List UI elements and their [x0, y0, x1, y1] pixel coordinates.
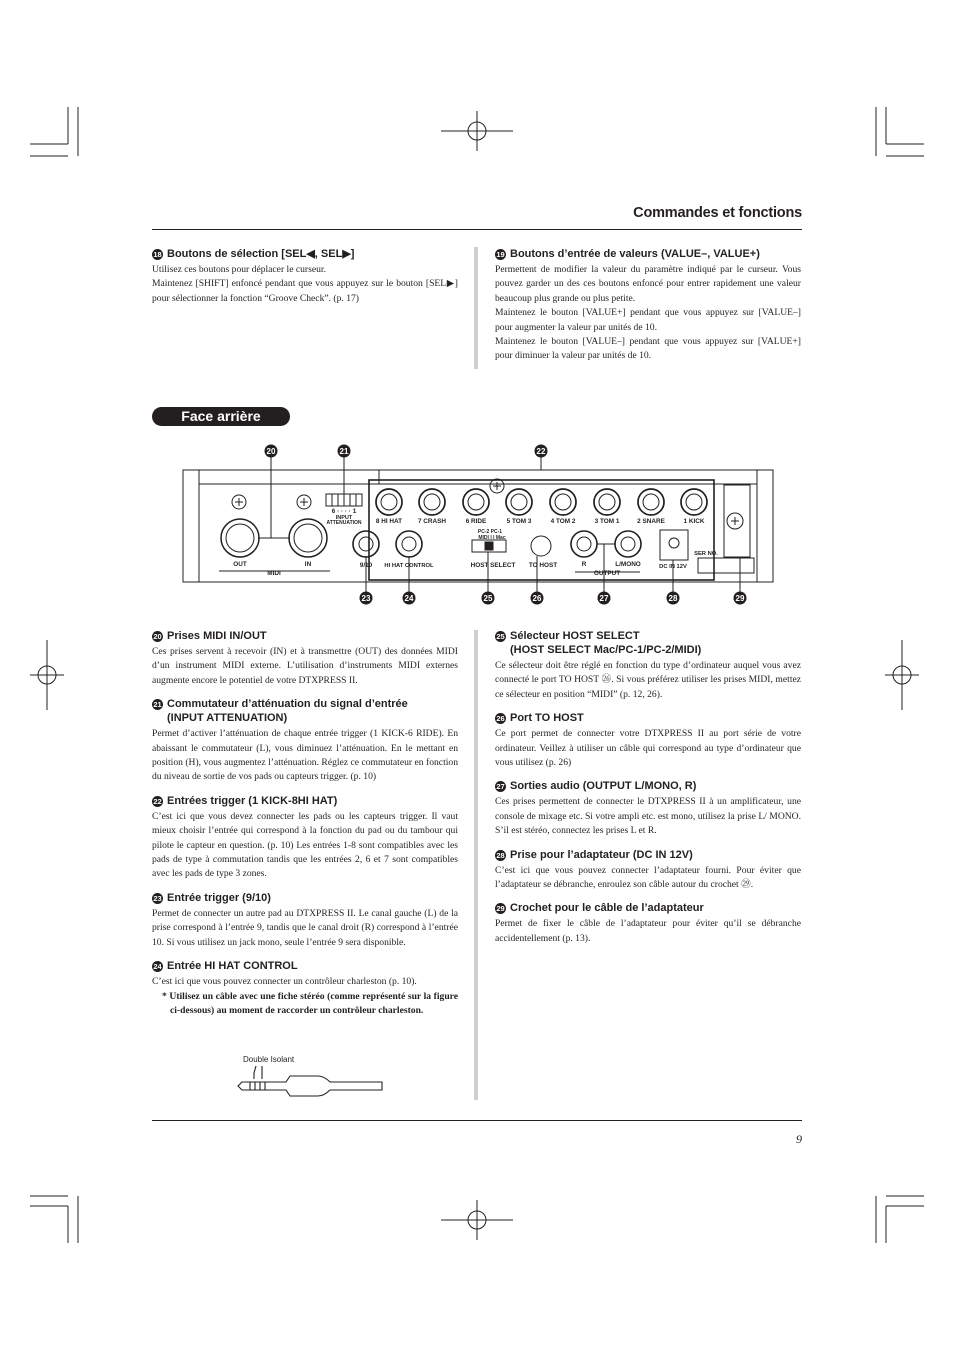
heading-text: Prise pour l’adaptateur (DC IN 12V) — [510, 848, 693, 861]
section-attenuation — [152, 697, 458, 785]
label-in: IN — [304, 561, 312, 568]
label-attenuation: ATTENUATION — [326, 520, 362, 526]
section-heading — [495, 629, 801, 643]
heading-text: Sorties audio (OUTPUT L/MONO, R) — [510, 780, 697, 793]
heading-text: Entrées trigger (1 KICK-8HI HAT) — [167, 794, 338, 807]
paragraph: Maintenez le bouton [VALUE+] pendant que vous appuyez sur [VALUE–] pour augmenter la valeur par unités de 10. — [495, 307, 801, 333]
rear-panel-heading: Face arrière — [152, 407, 290, 426]
callout-badge: 19 — [496, 250, 505, 259]
trigger-jack — [550, 489, 576, 515]
trigger-jack-inner — [424, 494, 440, 510]
page-number: 9 — [796, 1132, 802, 1146]
section-heading — [152, 794, 458, 808]
paragraph: Ces prises permettent de connecter le DTXPRESS II à un amplificateur, une console de mixage etc. Si votre ampli etc. est mono, utilisez la prise L/ MONO. S’il est stéréo, connectez les prises L et R. — [495, 796, 801, 837]
heading-text: Boutons de sélection [SEL◀, SEL▶] — [167, 248, 355, 260]
top-left-section — [152, 247, 458, 306]
trigger-jack — [681, 489, 707, 515]
label-host-positions: PC-2 PC-1 — [477, 529, 503, 535]
section-dc-in — [495, 848, 801, 893]
heading-text: Crochet pour le câble de l’adaptateur — [510, 902, 704, 915]
trigger-jack — [506, 489, 532, 515]
section-triggers — [152, 794, 458, 882]
callout-number: 28 — [668, 594, 678, 603]
paragraph: Ce port permet de connecter votre DTXPRESS II au port série de votre ordinateur. Veillez à utiliser un câble qui correspond au type d’ordinateur que vous utilisez (p. 26) — [495, 728, 801, 769]
note: * Utilisez un câble avec une fiche stéréo (comme représenté sur la figure ci-dessous) au moment de raccorder un contrôleur charleston. — [162, 990, 458, 1016]
trigger-jack — [376, 489, 402, 515]
section-host-select — [495, 629, 801, 702]
heading-text: Commutateur d’atténuation du signal d’entrée — [167, 698, 408, 711]
label-output: OUTPUT — [593, 570, 621, 577]
callout-badge: 20 — [153, 632, 162, 641]
section-heading — [495, 247, 801, 261]
trigger-label: 6 RIDE — [465, 518, 487, 525]
callout-number: 25 — [483, 594, 493, 603]
paragraph: Utilisez ces boutons pour déplacer le curseur. — [152, 264, 326, 275]
stereo-plug-illustration — [228, 1062, 388, 1102]
top-right-section — [495, 247, 801, 364]
right-column — [495, 629, 801, 955]
section-midi — [152, 629, 458, 688]
paragraph: Permettent de modifier la valeur du paramètre indiqué par le curseur. Vous pouvez garder un des ces boutons enfoncé pour entrer rapidement une valeur beaucoup plus grande ou plus petite. — [495, 264, 801, 304]
heading-text: Sélecteur HOST SELECT — [510, 630, 640, 642]
column-bar — [474, 630, 478, 1100]
header-rule — [152, 229, 802, 230]
callout-number: 29 — [735, 594, 745, 603]
label-host-select: HOST SELECT — [470, 562, 516, 569]
trigger-jack-inner — [555, 494, 571, 510]
section-heading — [495, 779, 801, 793]
section-cable-hook — [495, 901, 801, 946]
callout-badge: 18 — [153, 250, 162, 259]
paragraph: Ces prises servent à recevoir (IN) et à transmettre (OUT) des données MIDI d’un instrument MIDI externe. L’utilisation d’instruments MIDI externes augmente encore le potentiel de votre DTXPRESS II. — [152, 646, 458, 686]
trigger-jack-inner — [599, 494, 615, 510]
callout-number: 22 — [536, 447, 546, 456]
trigger-jack-inner — [643, 494, 659, 510]
footer-rule — [152, 1120, 802, 1121]
trigger-jack — [638, 489, 664, 515]
callout-number: 23 — [361, 594, 371, 603]
trigger-label: 1 KICK — [683, 518, 705, 525]
paragraph: Ce sélecteur doit être réglé en fonction du type d’ordinateur auquel vous avez connecté le port TO HOST ㉖. Si vous préférez utiliser les prises MIDI, mettez ce sélecteur en position “MIDI” (p. 12, 26). — [495, 660, 801, 700]
section-heading — [152, 697, 458, 711]
heading-text: Entrée trigger (9/10) — [167, 891, 271, 904]
label-host-positions-2: MIDI I I Mac — [478, 535, 506, 541]
trigger-jack-inner — [686, 494, 702, 510]
section-heading — [152, 629, 458, 643]
label-dip-scale: 6 · · · · 1 — [331, 508, 357, 515]
column-bar — [474, 247, 478, 369]
section-heading — [495, 711, 801, 725]
heading-text: Boutons d’entrée de valeurs (VALUE–, VALUE+) — [510, 248, 760, 260]
callout-number: 26 — [532, 594, 542, 603]
callout-badge: 25 — [496, 632, 505, 641]
label-midi: MIDI — [267, 570, 281, 577]
callout-badge: 27 — [496, 782, 505, 792]
callout-badge: 24 — [153, 962, 162, 972]
label-l-mono: L/MONO — [615, 561, 641, 568]
label-hihat-control: HI HAT CONTROL — [384, 563, 434, 569]
callout-badge: 28 — [496, 850, 505, 860]
callout-badge: 23 — [153, 893, 162, 903]
callout-badge: 26 — [496, 714, 505, 724]
trigger-label: 8 HI HAT — [375, 518, 403, 525]
section-trigger-9-10 — [152, 891, 458, 950]
section-header: Commandes et fonctions — [633, 205, 802, 221]
trigger-label: 7 CRASH — [417, 518, 447, 525]
label-out: OUT — [233, 561, 247, 568]
paragraph: Permet d’activer l’atténuation de chaque entrée trigger (1 KICK-6 RIDE). En abaissant le commutateur (L), vous diminuez l’atténuation. En le mettant en position (H), vous augmentez l’atténuation. Réglez ce commutateur en fonction du niveau de sortie de vos pads ou capteurs trigger. (p. 10) — [152, 728, 458, 783]
label-to-host: TO HOST — [528, 562, 558, 569]
section-heading — [152, 247, 458, 261]
label-input: INPUT — [335, 515, 353, 521]
section-heading — [152, 959, 458, 973]
callout-number: 20 — [266, 447, 276, 456]
heading-text-2: (INPUT ATTENUATION) — [167, 712, 288, 725]
paragraph: Permet de connecter un autre pad au DTXPRESS II. Le canal gauche (L) de la prise correspond à l’entrée 9, tandis que le canal droit (R) correspond à l’entrée 10. Si vous utilisez un jack mono, seule l’entrée 9 sera disponible. — [152, 907, 458, 948]
left-column — [152, 629, 458, 1027]
heading-text: Prises MIDI IN/OUT — [167, 630, 267, 642]
trigger-jack — [463, 489, 489, 515]
trigger-label: 5 TOM 3 — [506, 518, 532, 525]
section-heading — [495, 901, 801, 915]
paragraph: Maintenez [SHIFT] enfoncé pendant que vous appuyez sur le bouton [SEL▶] pour sélectionner la fonction “Groove Check”. (p. 17) — [152, 278, 458, 304]
plug-caption: Double Isolant — [243, 1055, 295, 1064]
paragraph: C’est ici que vous pouvez connecter l’adaptateur fourni. Pour éviter que l’adaptateur se débranche, enroulez son câble autour du crochet ㉙. — [495, 864, 801, 891]
trigger-label: 2 SNARE — [637, 518, 665, 525]
trigger-jack-inner — [468, 494, 484, 510]
callout-number: 27 — [599, 594, 609, 603]
section-hihat — [152, 959, 458, 1018]
section-output — [495, 779, 801, 838]
trigger-jack-inner — [511, 494, 527, 510]
paragraph: C’est ici que vous pouvez connecter un contrôleur charleston (p. 10). — [152, 976, 417, 988]
label-9-10: 9/10 — [359, 562, 373, 569]
callout-badge: 21 — [153, 700, 162, 710]
paragraph: Maintenez le bouton [VALUE–] pendant que vous appuyez sur [VALUE+] pour diminuer la valeur par unités de 10. — [495, 336, 801, 362]
label-ser-no: SER NO. — [694, 551, 718, 557]
trigger-label: 3 TOM 1 — [594, 518, 620, 525]
trigger-jack — [594, 489, 620, 515]
heading-text: Port TO HOST — [510, 712, 584, 725]
heading-text: Entrée HI HAT CONTROL — [167, 960, 298, 973]
paragraph: C’est ici que vous devez connecter les pads ou les capteurs trigger. Il vaut mieux choisir l’entrée qui correspond à la fonction du pad ou du tambour qui pilote le capteur en question. (p. 10) Les entrées 1-8 sont compatibles avec les pads de type à commutation tandis que les entrées 2, 6 et 7 sont compatibles avec les pads de type 3 zones. — [152, 810, 458, 880]
section-heading — [495, 848, 801, 862]
paragraph: Permet de fixer le câble de l’adaptateur pour éviter qu’il se débranche accidentellement (p. 13). — [495, 918, 801, 944]
trigger-jack — [419, 489, 445, 515]
heading-text-2: (HOST SELECT Mac/PC-1/PC-2/MIDI) — [510, 644, 702, 656]
section-heading — [152, 891, 458, 905]
trigger-label: 4 TOM 2 — [550, 518, 576, 525]
label-dc-in: DC IN 12V — [659, 564, 687, 570]
trigger-jack-inner — [381, 494, 397, 510]
section-to-host — [495, 711, 801, 770]
callout-number: 24 — [404, 594, 414, 603]
callout-badge: 22 — [153, 796, 162, 806]
rear-panel-diagram — [150, 440, 810, 610]
callout-badge: 29 — [496, 904, 505, 914]
label-r: R — [581, 561, 587, 568]
callout-number: 21 — [339, 447, 349, 456]
